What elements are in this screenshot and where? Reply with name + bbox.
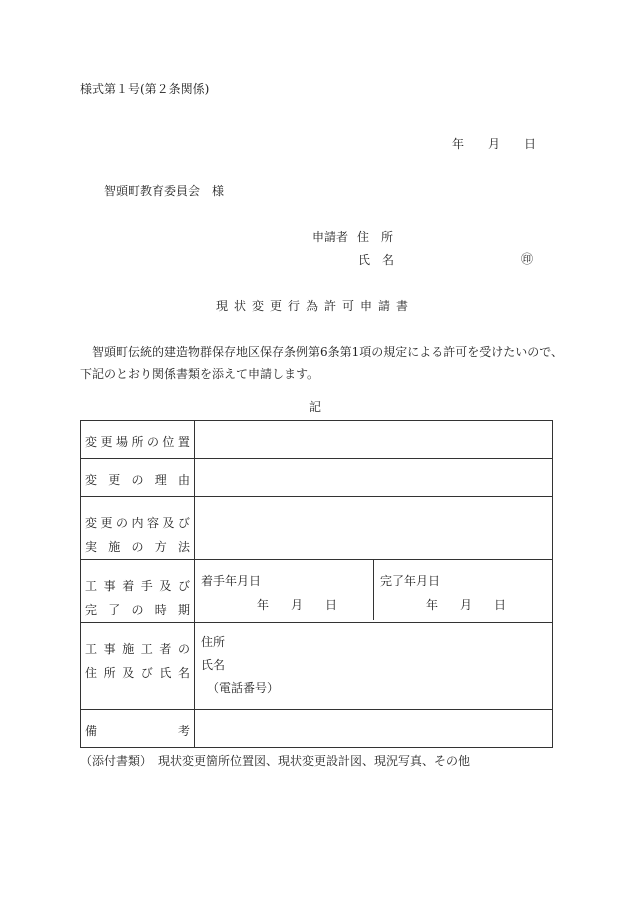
date-line — [452, 135, 536, 152]
reason-value-cell[interactable] — [195, 459, 553, 497]
applicant-address-label: 住 所 — [357, 230, 394, 244]
date-month: 月 — [488, 137, 501, 151]
date-day: 日 — [524, 137, 537, 151]
date-year: 年 — [452, 137, 465, 151]
addressee: 智頭町教育委員会 様 — [104, 184, 225, 198]
contractor-address-label: 住所 — [201, 635, 226, 649]
start-date-label: 着手年月日 — [201, 574, 262, 588]
row-remarks — [81, 710, 553, 748]
applicant-label: 申請者 — [312, 230, 349, 244]
applicant-name-label: 氏 名 — [358, 253, 395, 267]
row-location — [81, 421, 553, 459]
content-label-1: 変 更 の 内 容 及 び — [85, 516, 190, 530]
end-date-ymd: 年 月 日 — [426, 598, 507, 612]
end-date-label: 完了年月日 — [380, 574, 441, 588]
period-label-2: 完 了 の 時 期 — [85, 603, 190, 617]
start-date-ymd: 年 月 日 — [257, 598, 338, 612]
contractor-label-2: 住 所 及 び 氏 名 — [85, 666, 190, 680]
seal-mark: ㊞ — [521, 252, 534, 266]
start-date-cell[interactable] — [195, 560, 374, 620]
contractor-value-cell[interactable] — [195, 623, 553, 710]
reason-label: 変 更 の 理 由 — [85, 473, 190, 487]
document-title: 現状変更行為許可申請書 — [215, 299, 414, 313]
location-label: 変 更 場 所 の 位 置 — [85, 435, 190, 449]
ki-heading: 記 — [308, 400, 321, 414]
body-line-1: 智頭町伝統的建造物群保存地区保存条例第6条第1項の規定による許可を受けたいので、 — [80, 345, 564, 359]
row-period — [81, 560, 553, 623]
remarks-label: 備 考 — [85, 724, 190, 738]
location-value-cell[interactable] — [195, 421, 553, 459]
contractor-phone-label: （電話番号） — [207, 681, 280, 695]
row-reason — [81, 459, 553, 497]
content-label-2: 実 施 の 方 法 — [85, 540, 190, 554]
application-table — [80, 420, 553, 748]
contractor-name-label: 氏名 — [201, 658, 226, 672]
body-line-2: 下記のとおり関係書類を添えて申請します。 — [80, 367, 320, 381]
row-content — [81, 497, 553, 560]
form-number: 様式第１号(第２条関係) — [80, 82, 210, 96]
row-contractor — [81, 623, 553, 710]
body-text — [80, 341, 563, 385]
remarks-value-cell[interactable] — [195, 710, 553, 748]
content-value-cell[interactable] — [195, 497, 553, 560]
end-date-cell[interactable] — [374, 560, 552, 620]
attachments-note: （添付書類） 現状変更箇所位置図、現状変更設計図、現況写真、その他 — [80, 754, 471, 768]
contractor-label-1: 工 事 施 工 者 の — [85, 642, 190, 656]
period-label-1: 工 事 着 手 及 び — [85, 579, 190, 593]
